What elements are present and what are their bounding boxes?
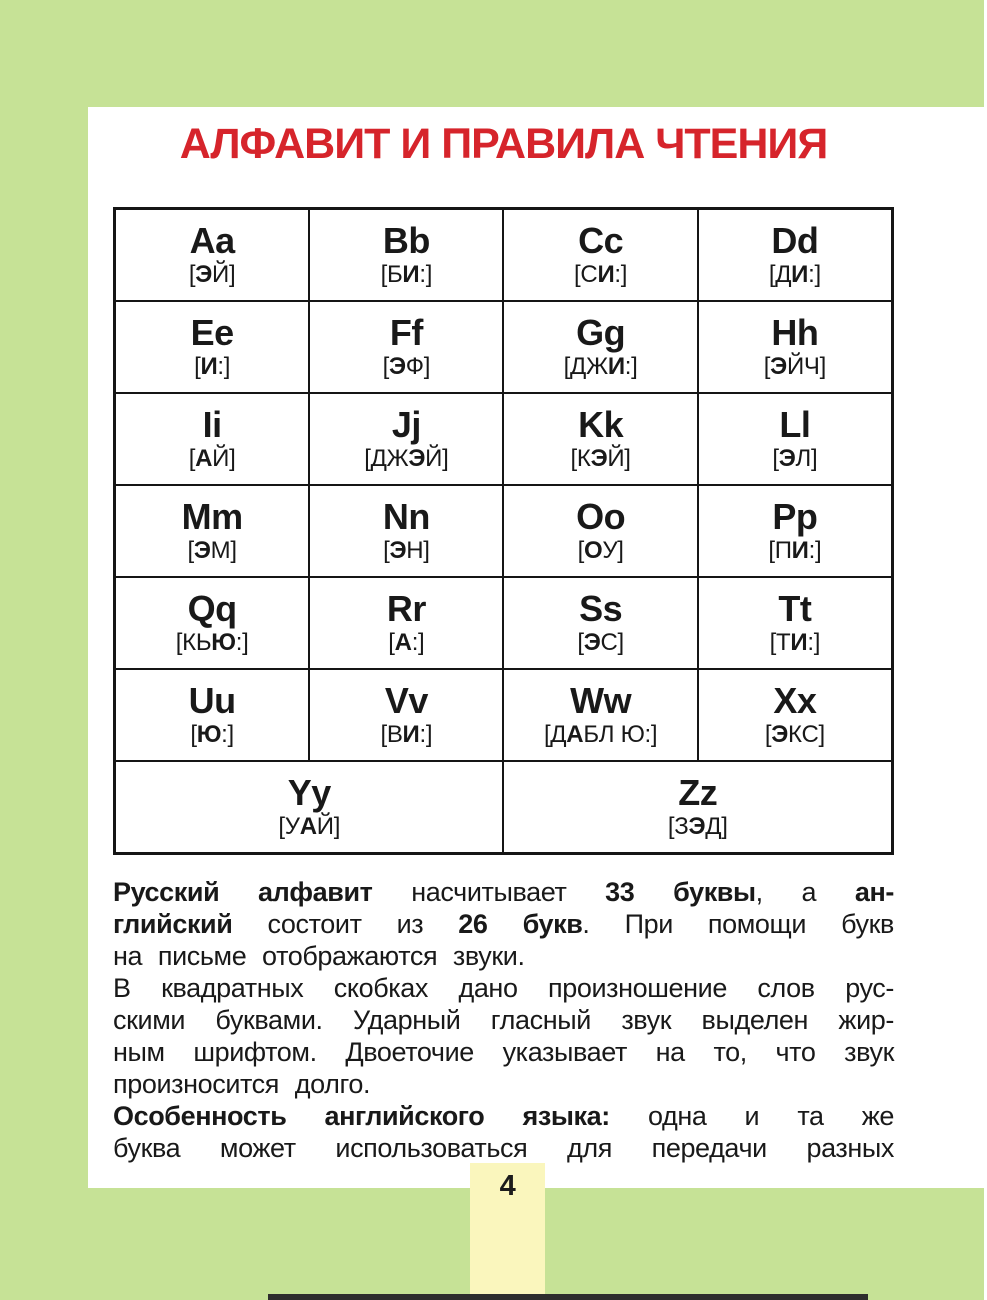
page-title: АЛФАВИТ И ПРАВИЛА ЧТЕНИЯ	[179, 120, 828, 168]
pronunciation	[116, 721, 308, 749]
page-number-strip	[470, 1163, 545, 1300]
text-segment: скими буквами. Ударный гласный звук выделен жир-	[113, 1005, 894, 1035]
pronunciation	[310, 721, 502, 749]
alphabet-cell-Vv	[309, 669, 503, 761]
alphabet-row	[115, 485, 893, 577]
text-segment: Д]	[705, 813, 728, 840]
bold-text-segment: И	[200, 353, 218, 380]
alphabet-cell-Rr	[309, 577, 503, 669]
text-segment: [	[188, 261, 196, 288]
pronunciation	[116, 629, 308, 657]
letter-pair: Oo	[576, 496, 626, 537]
bold-text-segment: Э	[590, 445, 608, 472]
text-segment: :]	[807, 629, 821, 656]
alphabet-cell-Bb	[309, 209, 503, 302]
text-segment: Й]	[607, 445, 631, 472]
pronunciation	[504, 261, 696, 289]
text-line	[113, 940, 894, 972]
text-segment: ным шрифтом. Двоеточие указывает на то, что звук	[113, 1037, 894, 1067]
alphabet-cell-Ff	[309, 301, 503, 393]
bold-text-segment: Э	[771, 721, 789, 748]
text-segment: БЛ Ю:]	[583, 721, 658, 748]
pronunciation	[116, 353, 308, 381]
letter-pair: Aa	[189, 220, 235, 261]
text-segment: [ДЖ	[364, 445, 409, 472]
text-segment: :]	[808, 261, 821, 288]
alphabet-cell-Gg	[503, 301, 697, 393]
bold-text-segment: 33 буквы	[605, 877, 756, 907]
text-segment: :]	[419, 261, 433, 288]
letter-pair: Kk	[578, 404, 624, 445]
bold-text-segment: И	[402, 721, 420, 748]
letter-pair: Ii	[202, 404, 222, 445]
alphabet-cell-Ll	[698, 393, 893, 485]
pronunciation	[504, 445, 696, 473]
pronunciation	[116, 261, 308, 289]
green-border-top	[0, 0, 984, 107]
bold-text-segment: А	[566, 721, 584, 748]
letter-pair: Nn	[382, 496, 430, 537]
text-segment: [	[194, 353, 201, 380]
green-border-left	[0, 107, 88, 1300]
alphabet-cell-Jj	[309, 393, 503, 485]
alphabet-cell-Hh	[698, 301, 893, 393]
pronunciation	[699, 445, 891, 473]
text-segment: [	[763, 353, 771, 380]
text-segment: Ф]	[405, 353, 431, 380]
bold-text-segment: Э	[388, 353, 406, 380]
bold-text-segment: Э	[583, 629, 601, 656]
text-segment: [Б	[380, 261, 403, 288]
alphabet-cell-Dd	[698, 209, 893, 302]
text-segment: насчитывает	[372, 877, 606, 907]
alphabet-table	[113, 207, 894, 855]
text-segment: [	[772, 445, 779, 472]
bold-text-segment: глийский	[113, 909, 233, 939]
alphabet-cell-Ee	[115, 301, 310, 393]
letter-pair: Ww	[570, 680, 632, 721]
bold-text-segment: Ю	[196, 721, 222, 748]
alphabet-table-body	[115, 209, 893, 854]
text-line	[113, 1100, 894, 1132]
text-segment: [ДЖ	[563, 353, 608, 380]
pronunciation	[504, 629, 696, 657]
alphabet-cell-Pp	[698, 485, 893, 577]
text-segment: [	[764, 721, 772, 748]
text-segment: :]	[217, 353, 231, 380]
text-segment: одна и та же	[609, 1101, 894, 1131]
bold-text-segment: О	[583, 537, 603, 564]
text-segment: [Д	[543, 721, 567, 748]
text-segment: ЙЧ]	[786, 353, 826, 380]
text-segment: на письме отображаются звуки.	[113, 941, 525, 971]
bold-text-segment: ан-	[854, 877, 895, 907]
alphabet-row-wide	[115, 761, 893, 854]
bold-text-segment: И	[607, 353, 625, 380]
alphabet-cell-Qq	[115, 577, 310, 669]
alphabet-cell-Ss	[503, 577, 697, 669]
alphabet-cell-Cc	[503, 209, 697, 302]
letter-pair: Yy	[287, 772, 331, 813]
alphabet-cell-Mm	[115, 485, 310, 577]
pronunciation	[116, 813, 502, 841]
bold-text-segment: А	[299, 813, 317, 840]
text-line	[113, 1068, 894, 1100]
bold-text-segment: Э	[389, 537, 407, 564]
text-segment: . При помощи букв	[582, 909, 894, 939]
text-segment: М]	[210, 537, 237, 564]
alphabet-cell-Kk	[503, 393, 697, 485]
text-segment: Й]	[316, 813, 341, 840]
alphabet-cell-Zz	[503, 761, 892, 854]
text-segment: произносится долго.	[113, 1069, 371, 1099]
text-segment: [	[187, 537, 194, 564]
letter-pair: Zz	[678, 772, 718, 813]
pronunciation	[504, 537, 696, 565]
bold-text-segment: А	[195, 445, 213, 472]
text-segment: [З	[667, 813, 689, 840]
pronunciation	[699, 261, 891, 289]
pronunciation	[310, 261, 502, 289]
text-segment: :]	[624, 353, 638, 380]
alphabet-row	[115, 669, 893, 761]
pronunciation	[699, 353, 891, 381]
letter-pair: Mm	[181, 496, 243, 537]
text-segment: [	[383, 537, 390, 564]
text-segment: :]	[235, 629, 249, 656]
bold-text-segment: Э	[688, 813, 706, 840]
pronunciation	[310, 537, 502, 565]
text-segment: :]	[808, 537, 822, 564]
text-segment: С]	[600, 629, 624, 656]
alphabet-cell-Xx	[698, 669, 893, 761]
letter-pair: Ee	[190, 312, 234, 353]
pronunciation	[699, 629, 891, 657]
letter-pair: Pp	[772, 496, 818, 537]
pronunciation	[310, 353, 502, 381]
bold-text-segment: Э	[193, 537, 211, 564]
letter-pair: Uu	[188, 680, 236, 721]
page-bottom-shadow	[268, 1294, 868, 1300]
letter-pair: Hh	[771, 312, 819, 353]
alphabet-cell-Nn	[309, 485, 503, 577]
pronunciation	[504, 721, 696, 749]
letter-pair: Vv	[384, 680, 428, 721]
pronunciation	[504, 813, 891, 841]
pronunciation	[504, 353, 696, 381]
text-line	[113, 1036, 894, 1068]
text-segment: Й]	[212, 261, 236, 288]
text-segment: Й]	[425, 445, 449, 472]
text-segment: КС]	[788, 721, 825, 748]
letter-pair: Bb	[382, 220, 430, 261]
text-segment: [	[382, 353, 389, 380]
text-line	[113, 1132, 894, 1164]
text-segment: :]	[419, 721, 433, 748]
bold-text-segment: И	[791, 537, 809, 564]
bold-text-segment: Э	[195, 261, 213, 288]
pronunciation	[116, 537, 308, 565]
text-line	[113, 1004, 894, 1036]
text-segment: [КЬ	[175, 629, 212, 656]
pronunciation	[310, 629, 502, 657]
letter-pair: Jj	[391, 404, 421, 445]
text-line	[113, 908, 894, 940]
alphabet-row	[115, 393, 893, 485]
text-segment: [	[388, 629, 395, 656]
text-segment: Л]	[795, 445, 818, 472]
text-line	[113, 972, 894, 1004]
text-segment: :]	[221, 721, 234, 748]
text-segment: [С	[574, 261, 598, 288]
pronunciation	[699, 537, 891, 565]
text-segment: [П	[768, 537, 792, 564]
letter-pair: Rr	[386, 588, 426, 629]
text-line	[113, 876, 894, 908]
body-text	[113, 876, 894, 1164]
text-segment: [	[190, 721, 197, 748]
letter-pair: Ss	[579, 588, 623, 629]
bold-text-segment: Русский алфавит	[113, 877, 373, 907]
letter-pair: Cc	[578, 220, 624, 261]
text-segment: буква может использоваться для передачи разных	[113, 1133, 894, 1163]
text-segment: [К	[570, 445, 591, 472]
text-segment: состоит из	[232, 909, 459, 939]
letter-pair: Xx	[773, 680, 817, 721]
letter-pair: Ff	[389, 312, 423, 353]
bold-text-segment: И	[597, 261, 615, 288]
text-segment: [	[577, 629, 584, 656]
text-segment: :]	[614, 261, 628, 288]
text-segment: Й]	[212, 445, 236, 472]
text-segment: [	[188, 445, 196, 472]
text-segment: [В	[380, 721, 403, 748]
alphabet-row	[115, 301, 893, 393]
alphabet-cell-Ww	[503, 669, 697, 761]
bold-text-segment: И	[402, 261, 420, 288]
bold-text-segment: 26 букв	[458, 909, 583, 939]
pronunciation	[699, 721, 891, 749]
text-segment: У]	[602, 537, 624, 564]
pronunciation	[116, 445, 308, 473]
letter-pair: Gg	[576, 312, 626, 353]
alphabet-cell-Oo	[503, 485, 697, 577]
text-segment: [Д	[768, 261, 792, 288]
text-segment: [У	[278, 813, 300, 840]
bold-text-segment: Особенность английского языка:	[113, 1101, 610, 1131]
alphabet-row	[115, 577, 893, 669]
alphabet-cell-Uu	[115, 669, 310, 761]
page-number: 4	[499, 1170, 516, 1202]
bold-text-segment: Ю	[211, 629, 236, 656]
pronunciation	[310, 445, 502, 473]
bold-text-segment: Э	[770, 353, 787, 380]
alphabet-cell-Aa	[115, 209, 310, 302]
text-segment: В квадратных скобках дано произношение слов рус-	[113, 973, 894, 1003]
text-segment: , а	[755, 877, 855, 907]
bold-text-segment: И	[790, 629, 808, 656]
letter-pair: Qq	[187, 588, 237, 629]
alphabet-cell-Yy	[115, 761, 504, 854]
alphabet-cell-Ii	[115, 393, 310, 485]
text-segment: Н]	[406, 537, 430, 564]
letter-pair: Dd	[771, 220, 819, 261]
text-segment: [Т	[769, 629, 791, 656]
bold-text-segment: А	[394, 629, 412, 656]
bold-text-segment: Э	[408, 445, 426, 472]
text-segment: [	[577, 537, 584, 564]
alphabet-row	[115, 209, 893, 302]
letter-pair: Tt	[778, 588, 812, 629]
bold-text-segment: Э	[778, 445, 796, 472]
letter-pair: Ll	[779, 404, 811, 445]
text-segment: :]	[411, 629, 425, 656]
alphabet-cell-Tt	[698, 577, 893, 669]
bold-text-segment: И	[791, 261, 809, 288]
